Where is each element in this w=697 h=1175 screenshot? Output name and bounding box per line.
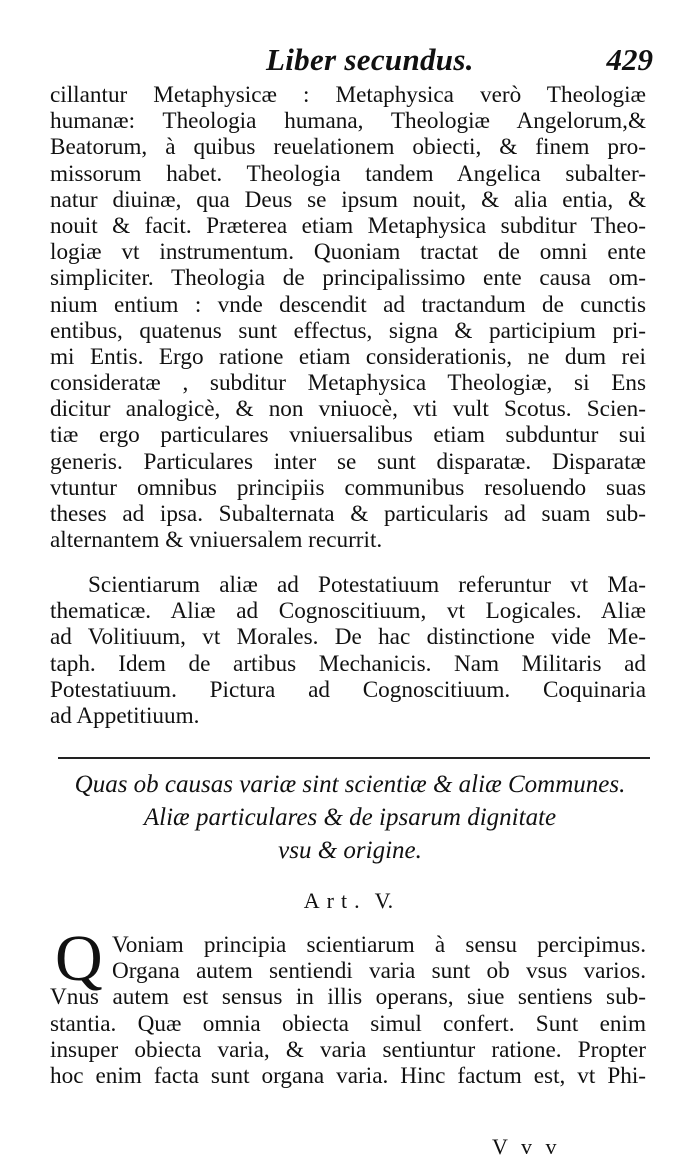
section-heading <box>50 768 650 867</box>
article-label <box>0 888 697 914</box>
text-line: tiæ ergo particulares vniuersalibus etiam subduntur sui <box>50 422 646 449</box>
paragraph-1 <box>50 82 646 553</box>
text-line: ad Appetitiuum. <box>50 702 200 729</box>
heading-line: Quas ob causas variæ sint scientiæ & aliæ Communes. <box>74 771 626 798</box>
text-line: nouit & facit. Præterea etiam Metaphysica subditur Theo- <box>50 212 646 239</box>
article-word: Art. <box>303 888 367 913</box>
text-line: taph. Idem de artibus Mechanicis. Nam Militaris ad <box>50 650 646 677</box>
text-line: stantia. Quæ omnia obiecta simul confert. Sunt enim <box>50 1010 646 1037</box>
heading-line: Aliæ particulares & de ipsarum dignitate <box>143 804 557 831</box>
text-line: natur diuinæ, qua Deus se ipsum nouit, & alia entia, & <box>50 186 646 213</box>
article-number: V. <box>374 888 394 913</box>
catchword: V v v <box>492 1134 561 1159</box>
text-line: simpliciter. Theologia de principalissimo ente causa om- <box>50 265 646 292</box>
drop-cap: Q <box>55 922 103 995</box>
text-line: entibus, quatenus sunt effectus, signa & participium pri- <box>50 317 646 344</box>
text-line: hoc enim facta sunt organa varia. Hinc factum est, vt Phi- <box>50 1062 646 1089</box>
text-line: cillantur Metaphysicæ : Metaphysica verò Theologiæ <box>50 82 646 108</box>
heading-line: vsu & origine. <box>278 837 422 864</box>
paragraph-2 <box>50 572 646 729</box>
text-line: vtuntur omnibus principiis communibus resoluendo suas <box>50 474 646 501</box>
text-line: mi Entis. Ergo ratione etiam considerationis, ne dum rei <box>50 343 646 370</box>
text-line: nium entium : vnde descendit ad tractandum de cunctis <box>50 291 646 318</box>
text-line: Potestatiuum. Pictura ad Cognoscitiuum. Coquinaria <box>50 676 646 703</box>
text-line: theses ad ipsa. Subalternata & particularis ad suam sub- <box>50 501 646 527</box>
text-line: Organa autem sentiendi varia sunt ob vsus varios. <box>112 958 646 985</box>
text-line: Scientiarum aliæ ad Potestatiuum referuntur vt Ma- <box>88 572 646 598</box>
text-line: missorum habet. Theologia tandem Angelica subalter- <box>50 160 646 187</box>
article-text <box>50 922 646 1089</box>
text-line: Beatorum, à quibus reuelationem obiecti, & finem pro- <box>50 134 646 161</box>
text-line: generis. Particulares inter se sunt disparatæ. Disparatæ <box>50 448 646 475</box>
text-line: ad Volitiuum, vt Morales. De hac distinctione vide Me- <box>50 624 646 651</box>
text-line: Vnus autem est sensus in illis operans, siue sentiens sub- <box>50 984 646 1011</box>
text-line: dicitur analogicè, & non vniuocè, vti vult Scotus. Scien- <box>50 396 646 423</box>
text-line: Voniam principia scientiarum à sensu percipimus. <box>112 932 646 958</box>
text-line: thematicæ. Aliæ ad Cognoscitiuum, vt Logicales. Aliæ <box>50 598 646 625</box>
text-line: consideratæ , subditur Metaphysica Theologiæ, si Ens <box>50 370 646 397</box>
text-line: humanæ: Theologia humana, Theologiæ Angelorum,& <box>50 108 646 135</box>
text-line: insuper obiecta varia, & varia sentiuntur ratione. Propter <box>50 1036 646 1063</box>
page-header <box>40 42 657 82</box>
text-line: alternantem & vniuersalem recurrit. <box>50 527 383 554</box>
page-number: 429 <box>606 42 653 77</box>
text-line: logiæ vt instrumentum. Quoniam tractat de omni ente <box>50 239 646 266</box>
horizontal-rule <box>58 757 650 759</box>
running-title: Liber secundus. <box>266 42 474 77</box>
